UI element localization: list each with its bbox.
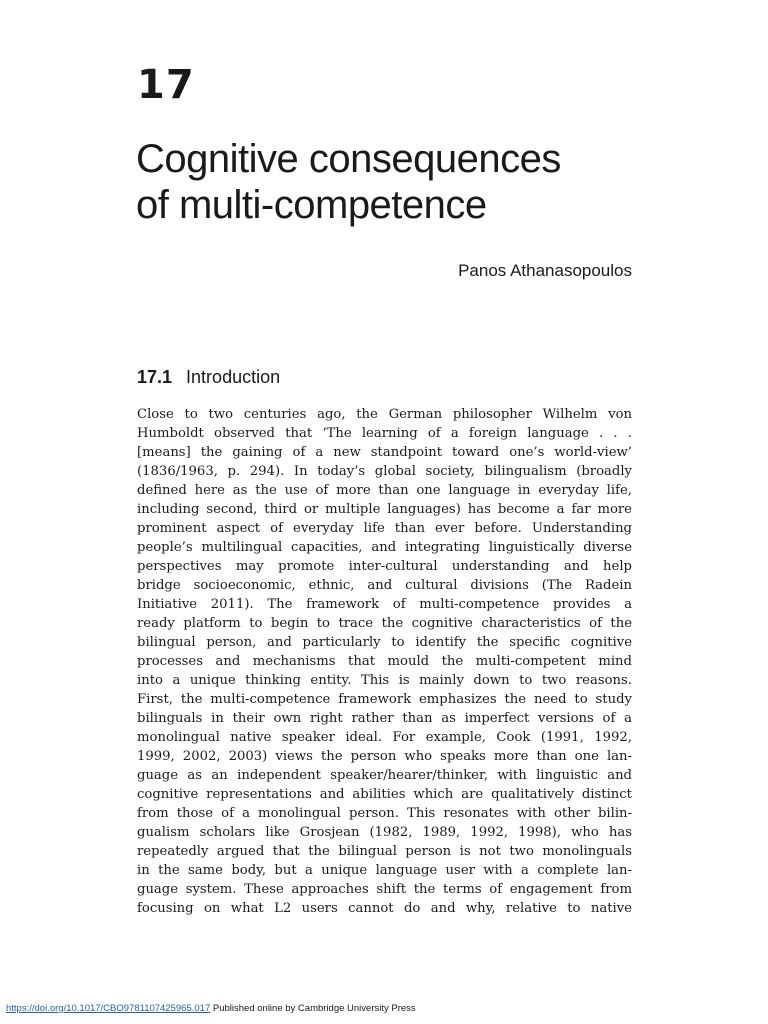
- body-line: Initiative 2011). The framework of multi-competence provides a: [137, 597, 632, 612]
- body-line: Close to two centuries ago, the German philosopher Wilhelm von: [137, 407, 632, 422]
- body-line: processes and mechanisms that mould the multi-competent mind: [137, 654, 632, 669]
- publisher-note: Published online by Cambridge University Press: [210, 1003, 416, 1014]
- body-line: including second, third or multiple languages) has become a far more: [137, 502, 632, 517]
- page-footer: [6, 1003, 416, 1015]
- chapter-title: [136, 136, 656, 228]
- body-line: Humboldt observed that ‘The learning of a foreign language . . .: [137, 426, 632, 441]
- section-number: 17.1: [137, 367, 173, 387]
- body-line: people’s multilingual capacities, and integrating linguistically diverse: [137, 540, 632, 555]
- body-line: guage as an independent speaker/hearer/thinker, with linguistic and: [137, 768, 632, 783]
- chapter-title-line-1: Cognitive consequences: [136, 137, 561, 181]
- body-line: cognitive representations and abilities which are qualitatively distinct: [137, 787, 632, 802]
- doi-link[interactable]: https://doi.org/10.1017/CBO9781107425965.017: [6, 1003, 211, 1014]
- body-line: bilinguals in their own right rather than as imperfect versions of a: [137, 711, 632, 726]
- chapter-title-line-2: of multi-competence: [136, 183, 487, 227]
- body-paragraph: [137, 405, 632, 918]
- body-line: focusing on what L2 users cannot do and why, relative to native: [137, 901, 632, 916]
- body-line: repeatedly argued that the bilingual person is not two monolinguals: [137, 844, 632, 859]
- body-line: ready platform to begin to trace the cognitive characteristics of the: [137, 616, 632, 631]
- body-line: perspectives may promote inter-cultural understanding and help: [137, 559, 632, 574]
- body-line: 1999, 2002, 2003) views the person who speaks more than one lan-: [137, 749, 632, 764]
- body-line: bridge socioeconomic, ethnic, and cultural divisions (The Radein: [137, 578, 632, 593]
- body-line: prominent aspect of everyday life than ever before. Understanding: [137, 521, 632, 536]
- body-line: in the same body, but a unique language user with a complete lan-: [137, 863, 632, 878]
- body-line: bilingual person, and particularly to identify the specific cognitive: [137, 635, 632, 650]
- body-line: First, the multi-competence framework emphasizes the need to study: [137, 692, 632, 707]
- body-line: into a unique thinking entity. This is mainly down to two reasons.: [137, 673, 632, 688]
- body-line: guage system. These approaches shift the terms of engagement from: [137, 882, 632, 897]
- body-line: from those of a monolingual person. This resonates with other bilin-: [137, 806, 632, 821]
- chapter-author: Panos Athanasopoulos: [458, 261, 632, 280]
- body-line: [means] the gaining of a new standpoint toward one’s world-view’: [137, 445, 632, 460]
- body-line: (1836/1963, p. 294). In today’s global society, bilingualism (broadly: [137, 464, 632, 479]
- section-heading: [137, 366, 280, 388]
- body-line: defined here as the use of more than one language in everyday life,: [137, 483, 632, 498]
- chapter-number: 17: [137, 62, 195, 108]
- body-line: gualism scholars like Grosjean (1982, 1989, 1992, 1998), who has: [137, 825, 632, 840]
- section-title: Introduction: [186, 367, 281, 387]
- body-line: monolingual native speaker ideal. For example, Cook (1991, 1992,: [137, 730, 632, 745]
